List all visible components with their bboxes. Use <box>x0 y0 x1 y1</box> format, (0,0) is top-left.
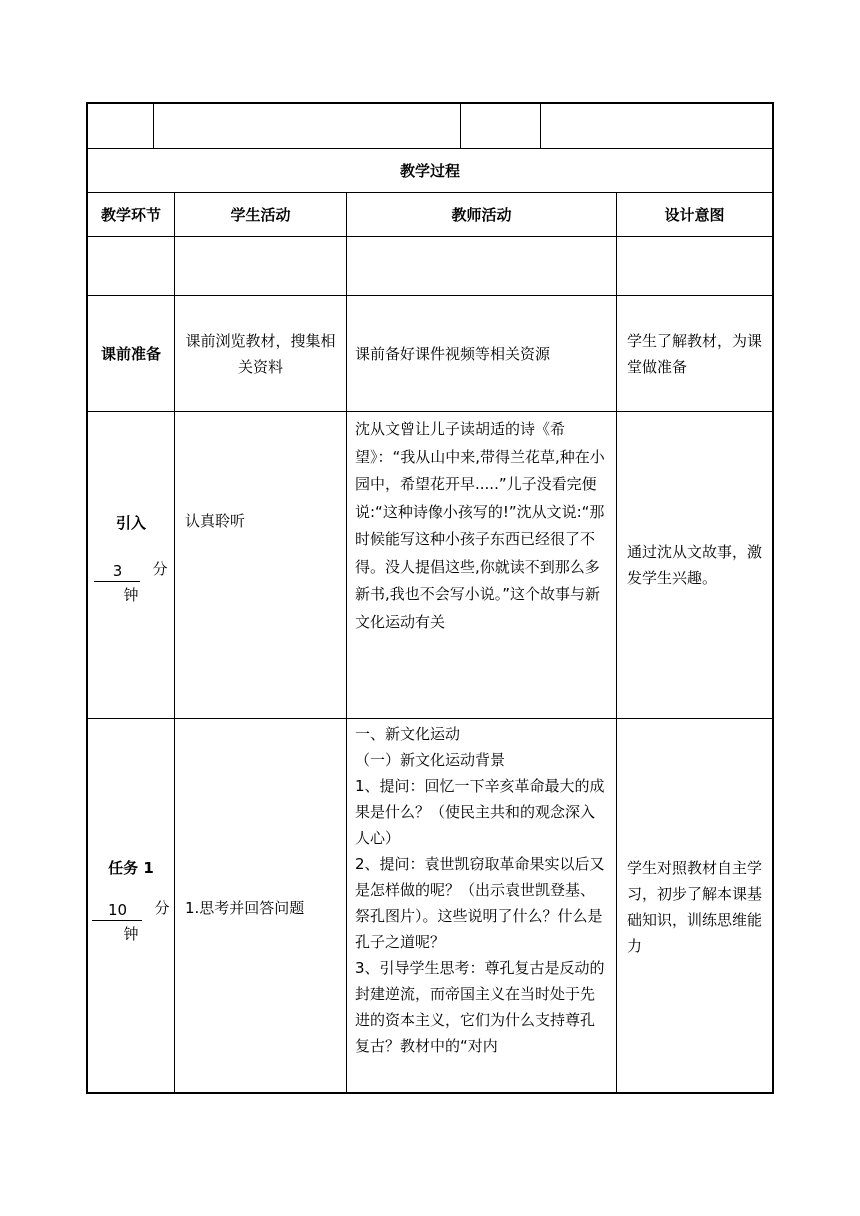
lesson-table <box>86 102 774 1094</box>
header-stage: 教学环节 <box>100 205 161 224</box>
task1-unit-min: 分 <box>154 899 170 917</box>
task1-stage-label: 任务 1 <box>108 859 154 877</box>
intro-stage-label: 引入 <box>115 514 146 532</box>
empty-row <box>88 237 772 295</box>
top-cell-1 <box>88 104 153 148</box>
intro-intent: 通过沈从文故事，激发学生兴趣。 <box>627 543 763 587</box>
intro-student: 认真聆听 <box>185 512 246 530</box>
intro-unit-zhong: 钟 <box>123 586 139 604</box>
prep-stage: 课前准备 <box>100 344 161 363</box>
task1-teacher-line: （一）新文化运动背景 <box>355 751 506 769</box>
intro-minutes: 3 <box>94 561 140 582</box>
header-teacher: 教师活动 <box>451 205 512 224</box>
task1-teacher-line: 2、提问：袁世凯窃取革命果实以后又是怎样做的呢？（出示袁世凯登基、祭孔图片）。这些说明了什么？什么是孔子之道呢？ <box>355 855 605 951</box>
task1-teacher-line: 一、新文化运动 <box>355 725 461 743</box>
intro-stage <box>88 412 174 718</box>
task1-intent: 学生对照教材自主学习，初步了解本课基础知识，训练思维能力 <box>627 859 763 955</box>
header-intent: 设计意图 <box>664 205 725 224</box>
task1-minutes: 10 <box>92 900 142 921</box>
task1-stage <box>88 719 174 1095</box>
top-cell-2 <box>154 104 460 148</box>
intro-unit-min: 分 <box>152 560 168 578</box>
prep-intent: 学生了解教材，为课堂做准备 <box>627 331 763 376</box>
task1-unit-zhong: 钟 <box>123 925 139 943</box>
prep-teacher: 课前备好课件视频等相关资源 <box>355 344 551 363</box>
process-title: 教学过程 <box>399 161 460 180</box>
top-cell-3 <box>461 104 540 148</box>
top-cell-4 <box>541 104 772 148</box>
task1-teacher-line: 3、引导学生思考：尊孔复古是反动的封建逆流，而帝国主义在当时处于先进的资本主义，它们为什么支持尊孔复古？教材中的“对内 <box>355 959 605 1055</box>
task1-teacher-line: 1、提问：回忆一下辛亥革命最大的成果是什么？（使民主共和的观念深入人心） <box>355 777 605 847</box>
header-student: 学生活动 <box>230 205 291 224</box>
intro-teacher: 沈从文曾让儿子读胡适的诗《希望》：“我从山中来,带得兰花草,种在小园中，希望花开早.....”儿子没看完便说:“这种诗像小孩写的!”沈从文说:“那时候能写这种小孩子东西已经很了不得。没人提倡这些,你就读不到那么多新书,我也不会写小说。”这个故事与新文化运动有关 <box>355 420 605 631</box>
task1-teacher <box>347 719 616 1095</box>
prep-student: 课前浏览教材，搜集相关资料 <box>185 331 336 376</box>
task1-student: 1.思考并回答问题 <box>185 899 305 917</box>
